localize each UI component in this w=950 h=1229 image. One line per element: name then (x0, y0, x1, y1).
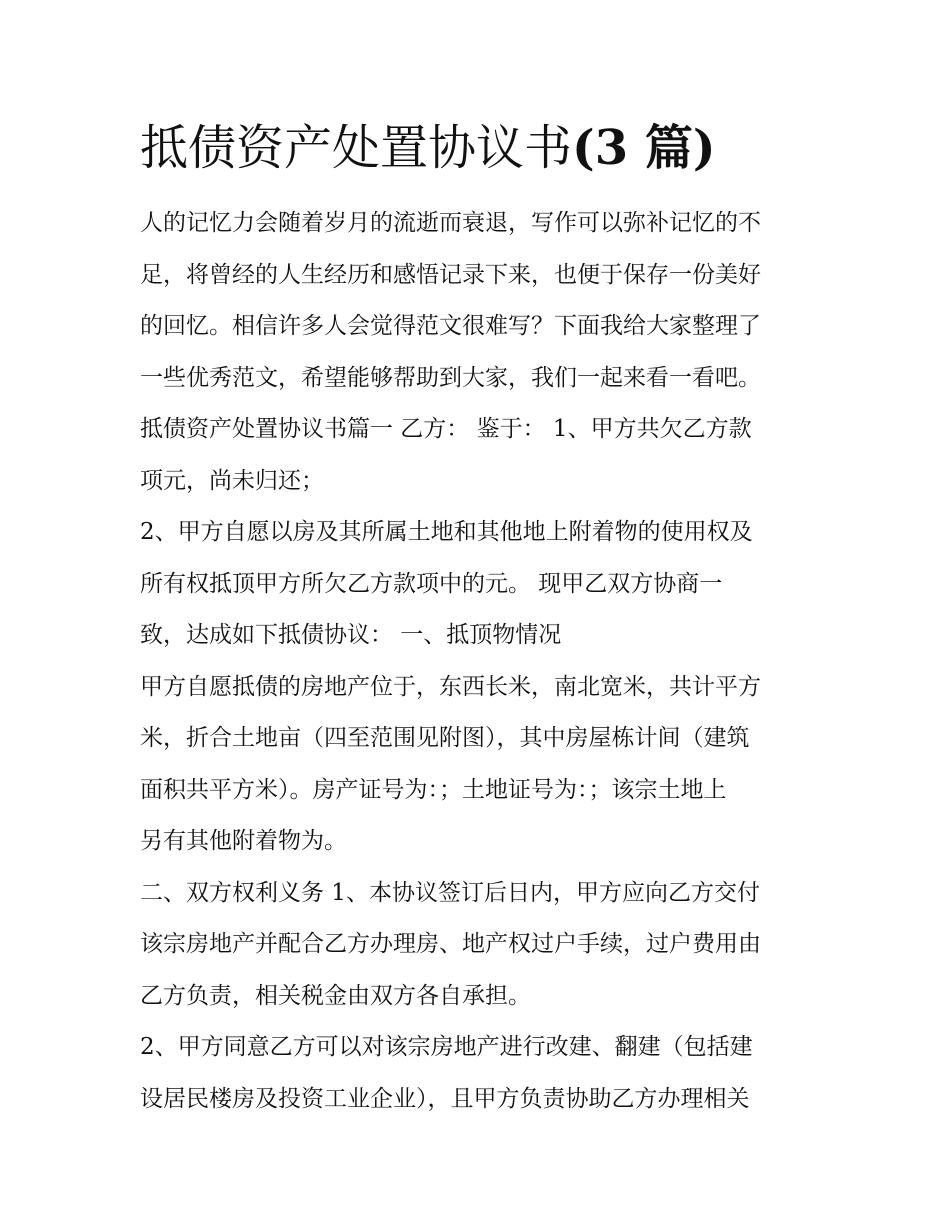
text-line: 米，折合土地亩（四至范围见附图），其中房屋栋计间（建筑 (140, 725, 750, 751)
text-line: 的回忆。相信许多人会觉得范文很难写？下面我给大家整理了 (140, 313, 761, 339)
title-suffix: (3 篇) (572, 120, 716, 176)
text-line: 所有权抵顶甲方所欠乙方款项中的元。 现甲乙双方协商一 (140, 570, 723, 597)
text-line: 2、甲方同意乙方可以对该宗房地产进行改建、翻建（包括建 (140, 1034, 753, 1060)
text-line: 另有其他附着物为。 (140, 828, 347, 854)
text-line: 乙方负责，相关税金由双方各自承担。 (140, 982, 531, 1009)
text-line: 项元，尚未归还； (140, 467, 324, 494)
text-line: 该宗房地产并配合乙方办理房、地产权过户手续，过户费用由 (140, 931, 761, 957)
text-line: 2、甲方自愿以房及其所属土地和其他地上附着物的使用权及 (140, 519, 753, 545)
text-line: 抵债资产处置协议书篇一 乙方： 鉴于： 1、甲方共欠乙方款 (140, 416, 752, 442)
text-line: 人的记忆力会随着岁月的流逝而衰退，写作可以弥补记忆的不 (140, 210, 761, 236)
text-line: 二、双方权利义务 1、本协议签订后日内，甲方应向乙方交付 (140, 879, 760, 906)
text-line: 足，将曾经的人生经历和感悟记录下来，也便于保存一份美好 (140, 261, 761, 288)
document-body (140, 112, 830, 1125)
text-line: 一些优秀范文，希望能够帮助到大家，我们一起来看一看吧。 (140, 364, 761, 391)
title-main: 抵债资产处置协议书 (140, 120, 573, 176)
text-line: 致，达成如下抵债协议： 一、抵顶物情况 (140, 622, 562, 648)
text-line: 设居民楼房及投资工业企业），且甲方负责协助乙方办理相关 (140, 1085, 750, 1112)
text-line: 面积共平方米）。房产证号为：；土地证号为：；该宗土地上 (140, 776, 727, 803)
page-title (140, 112, 830, 184)
text-line: 甲方自愿抵债的房地产位于，东西长米，南北宽米，共计平方 (140, 673, 761, 700)
